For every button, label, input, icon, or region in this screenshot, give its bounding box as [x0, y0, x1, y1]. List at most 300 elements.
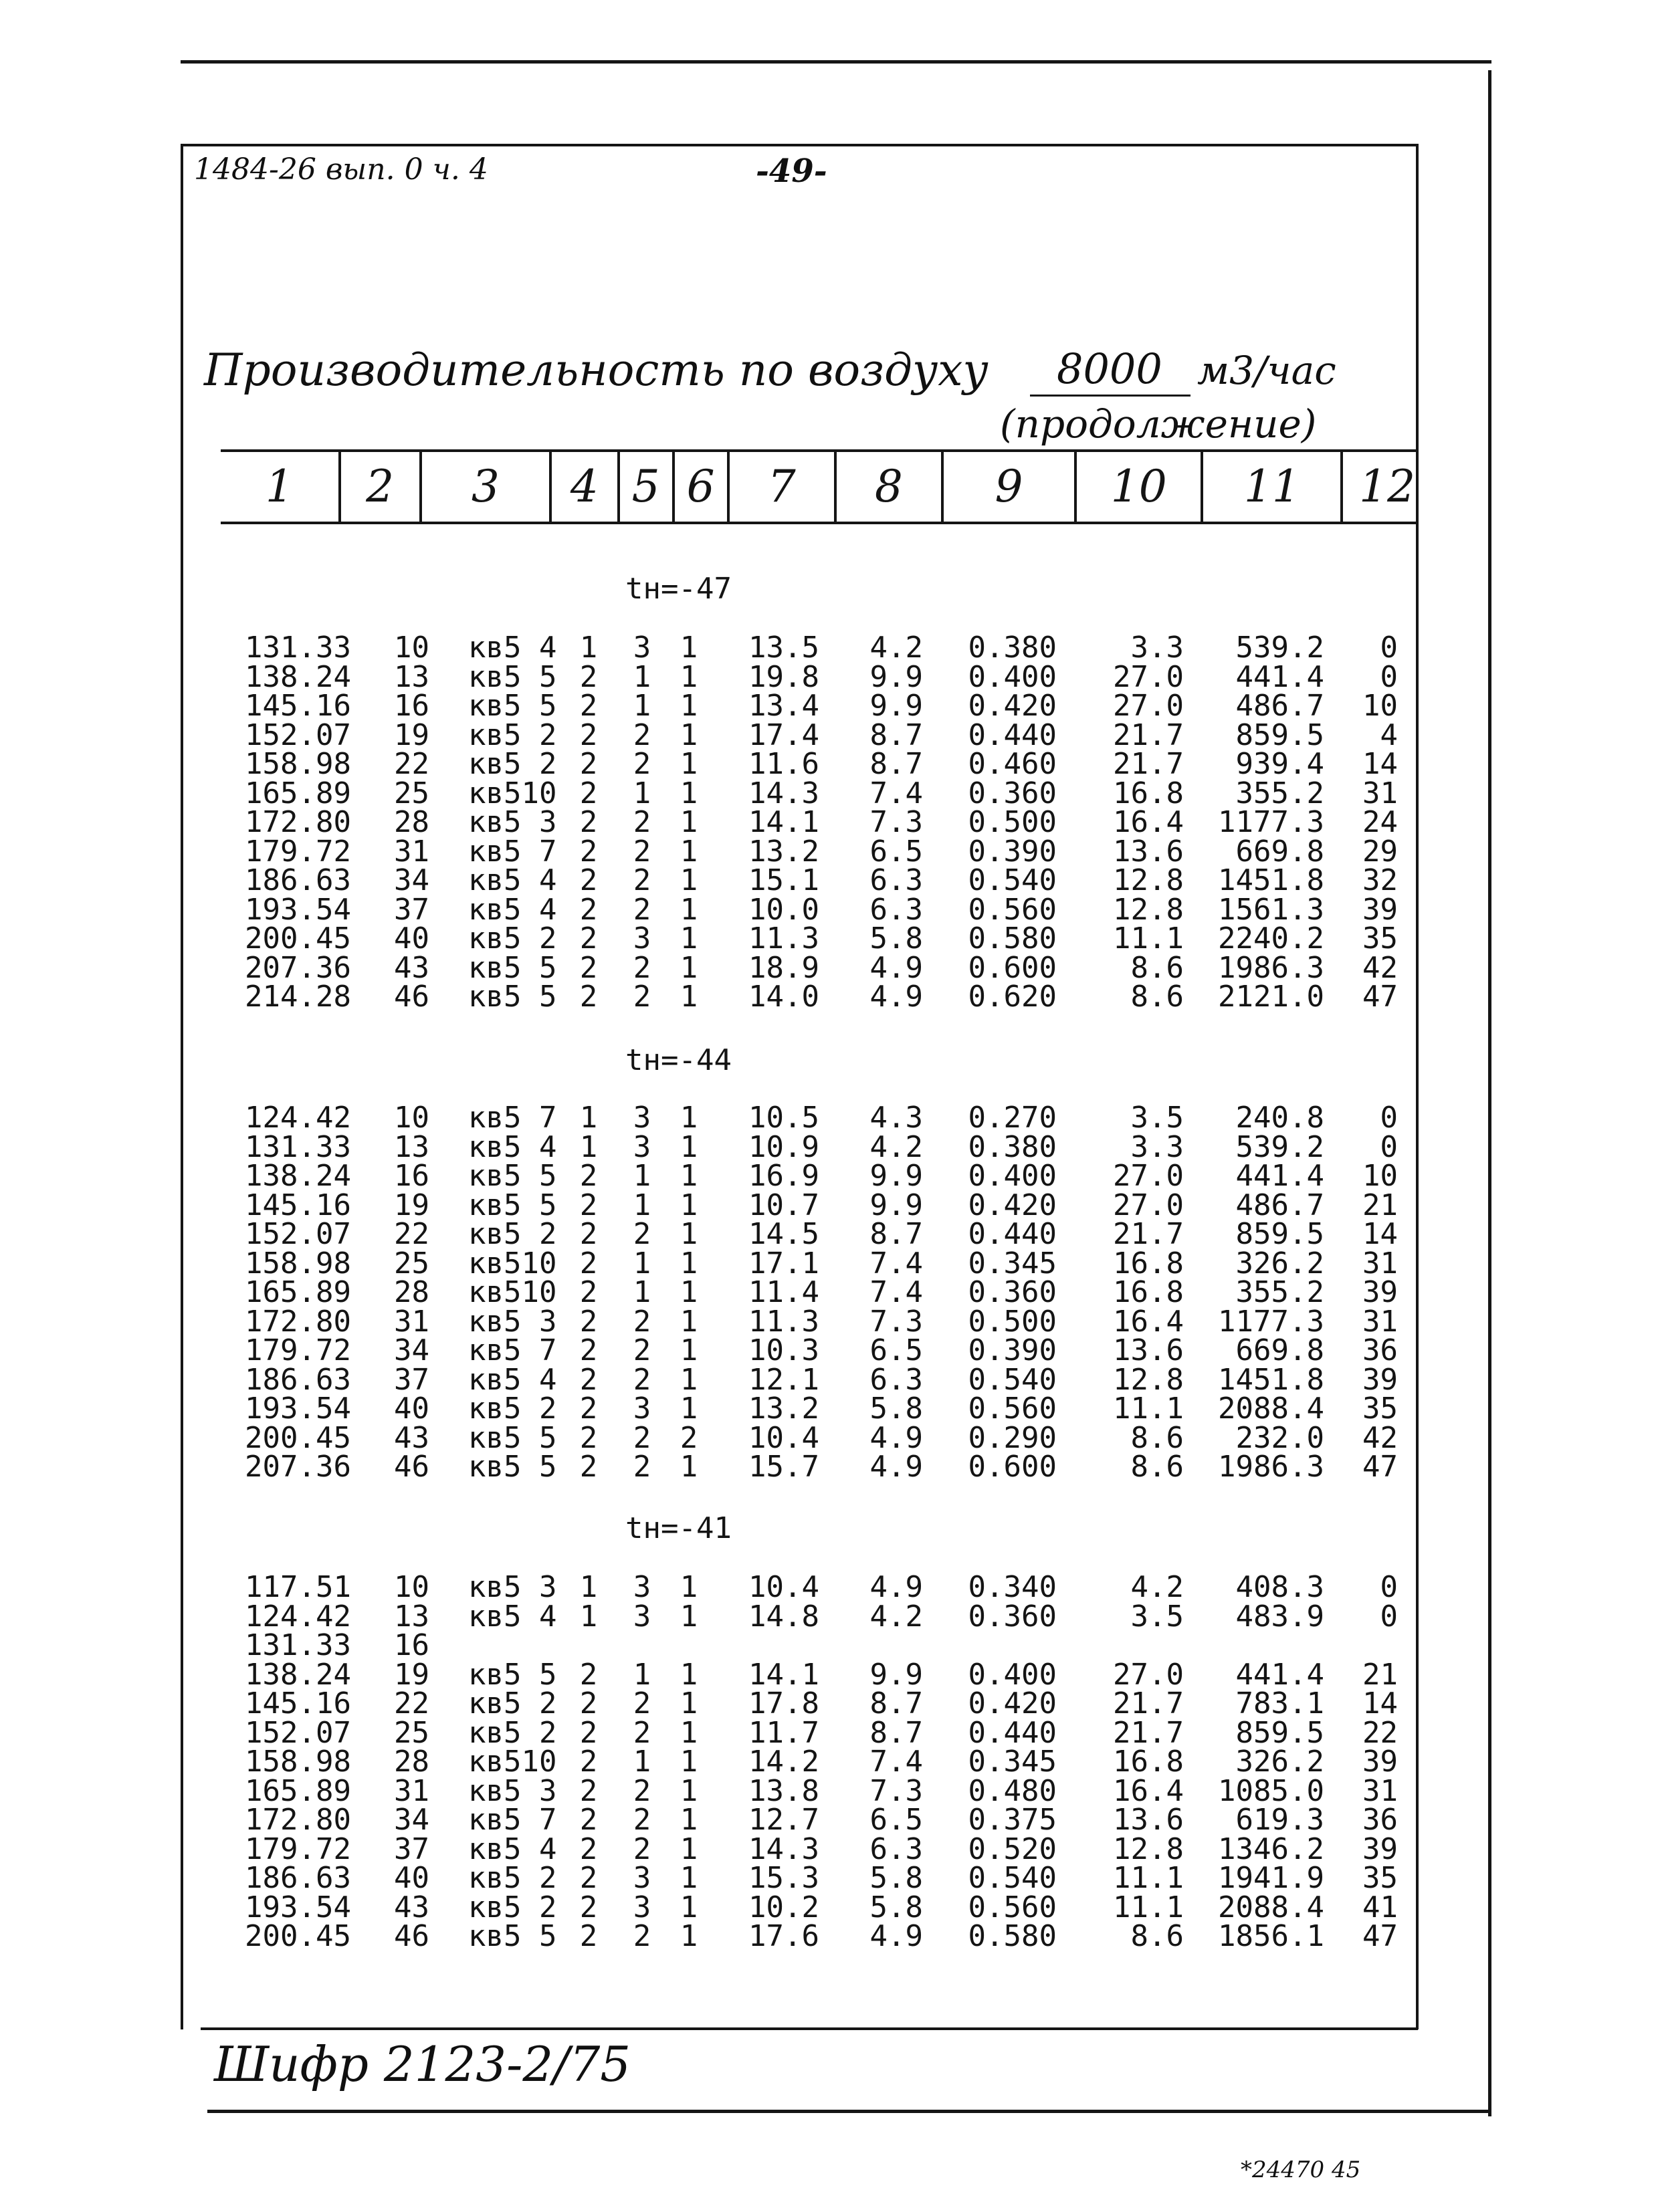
table-cell-col-10: 27.0: [1113, 1159, 1184, 1193]
table-cell-col-12: 47: [1362, 1450, 1398, 1484]
table-cell-col-2: 37: [394, 892, 429, 927]
table-cell-col-2: 19: [394, 717, 429, 752]
table-cell-col-3: кв5 5: [468, 1188, 557, 1222]
table-cell-col-8: 4.3: [869, 1101, 923, 1135]
table-cell-col-6: 1: [680, 1919, 698, 1953]
table-cell-col-2: 40: [394, 1392, 429, 1426]
table-row: [0, 1715, 1658, 1750]
table-cell-col-10: 21.7: [1113, 717, 1184, 752]
table-cell-col-3: кв5 4: [468, 1599, 557, 1634]
table-cell-col-4: 2: [579, 1715, 598, 1750]
table-cell-col-7: 15.7: [748, 1450, 819, 1484]
table-cell-col-4: 2: [579, 1890, 598, 1924]
table-cell-col-12: 10: [1362, 1159, 1398, 1193]
table-row: [0, 747, 1658, 781]
table-cell-col-7: 14.0: [748, 980, 819, 1014]
table-cell-col-5: 2: [633, 1773, 651, 1808]
table-cell-col-9: 0.360: [968, 776, 1057, 810]
table-cell-col-6: 1: [680, 1715, 698, 1750]
table-cell-col-11: 355.2: [1235, 1275, 1324, 1309]
table-cell-col-9: 0.390: [968, 1333, 1057, 1367]
table-cell-col-12: 14: [1362, 1217, 1398, 1251]
table-row: [0, 1159, 1658, 1193]
table-cell-col-3: кв5 5: [468, 689, 557, 723]
table-cell-col-4: 2: [579, 834, 598, 869]
table-cell-col-3: кв5 2: [468, 1217, 557, 1251]
table-cell-col-6: 1: [680, 1450, 698, 1484]
table-cell-col-7: 13.4: [748, 689, 819, 723]
table-cell-col-8: 7.3: [869, 1773, 923, 1808]
table-cell-col-1: 152.07: [245, 717, 351, 752]
table-cell-col-4: 2: [579, 1773, 598, 1808]
table-cell-col-11: 441.4: [1235, 1159, 1324, 1193]
table-cell-col-12: 36: [1362, 1333, 1398, 1367]
table-cell-col-10: 21.7: [1113, 1686, 1184, 1721]
table-cell-col-3: кв5 7: [468, 1101, 557, 1135]
table-cell-col-9: 0.560: [968, 892, 1057, 927]
table-cell-col-2: 34: [394, 863, 429, 897]
table-cell-col-10: 8.6: [1130, 1919, 1184, 1953]
table-cell-col-8: 5.8: [869, 1392, 923, 1426]
table-cell-col-1: 207.36: [245, 1450, 351, 1484]
table-cell-col-5: 2: [633, 892, 651, 927]
table-cell-col-9: 0.440: [968, 1217, 1057, 1251]
table-cell-col-5: 3: [633, 1570, 651, 1604]
table-cell-col-11: 1986.3: [1218, 950, 1324, 985]
table-cell-col-7: 11.3: [748, 921, 819, 956]
table-row: [0, 691, 1658, 721]
table-cell-col-12: 31: [1362, 776, 1398, 810]
table-cell-col-6: 1: [680, 1861, 698, 1895]
table-cell-col-12: 39: [1362, 1362, 1398, 1397]
table-cell-col-5: 2: [633, 1450, 651, 1484]
table-cell-col-5: 1: [633, 659, 651, 694]
table-cell-col-5: 1: [633, 1188, 651, 1222]
table-cell-col-4: 2: [579, 1275, 598, 1309]
table-cell-col-6: 1: [680, 776, 698, 810]
table-cell-col-7: 16.9: [748, 1159, 819, 1193]
table-cell-col-1: 152.07: [245, 1715, 351, 1750]
table-cell-col-1: 158.98: [245, 1745, 351, 1779]
table-cell-col-1: 186.63: [245, 863, 351, 897]
table-cell-col-1: 193.54: [245, 1392, 351, 1426]
table-cell-col-3: кв5 4: [468, 631, 557, 665]
table-cell-col-12: 14: [1362, 1686, 1398, 1721]
table-row: [0, 834, 1658, 869]
table-row: [0, 1420, 1658, 1455]
table-cell-col-3: кв5 2: [468, 747, 557, 781]
table-cell-col-4: 2: [579, 1803, 598, 1837]
table-cell-col-10: 16.4: [1113, 1304, 1184, 1339]
table-cell-col-8: 9.9: [869, 1657, 923, 1692]
table-cell-col-12: 4: [1380, 717, 1398, 752]
table-cell-col-5: 2: [633, 950, 651, 985]
table-cell-col-10: 27.0: [1113, 1657, 1184, 1692]
title-unit: м3/час: [1197, 348, 1336, 393]
table-cell-col-11: 859.5: [1235, 1715, 1324, 1750]
table-cell-col-2: 46: [394, 1450, 429, 1484]
table-cell-col-2: 19: [394, 1657, 429, 1692]
table-cell-col-5: 3: [633, 921, 651, 956]
table-cell-col-2: 22: [394, 1217, 429, 1251]
table-cell-col-2: 34: [394, 1803, 429, 1837]
table-cell-col-5: 3: [633, 1599, 651, 1634]
table-cell-col-1: 158.98: [245, 1246, 351, 1281]
table-cell-col-5: 2: [633, 1362, 651, 1397]
table-cell-col-4: 2: [579, 1745, 598, 1779]
table-cell-col-6: 1: [680, 1188, 698, 1222]
table-cell-col-9: 0.360: [968, 1599, 1057, 1634]
table-cell-col-8: 4.9: [869, 1450, 923, 1484]
table-cell-col-10: 16.8: [1113, 1745, 1184, 1779]
table-cell-col-6: 1: [680, 1101, 698, 1135]
table-cell-col-2: 10: [394, 1101, 429, 1135]
table-row: [0, 863, 1658, 897]
table-cell-col-2: 16: [394, 1159, 429, 1193]
table-cell-col-2: 31: [394, 834, 429, 869]
table-row: [0, 982, 1658, 1012]
table-cell-col-2: 16: [394, 1628, 429, 1662]
table-cell-col-4: 2: [579, 1420, 598, 1455]
table-cell-col-6: 1: [680, 1246, 698, 1281]
table-cell-col-8: 4.9: [869, 950, 923, 985]
table-cell-col-3: кв5 5: [468, 659, 557, 694]
table-cell-col-1: 207.36: [245, 950, 351, 985]
table-cell-col-2: 25: [394, 776, 429, 810]
table-cell-col-5: 2: [633, 1715, 651, 1750]
table-cell-col-3: кв5 3: [468, 1570, 557, 1604]
table-cell-col-12: 39: [1362, 1275, 1398, 1309]
table-cell-col-9: 0.540: [968, 1861, 1057, 1895]
table-cell-col-12: 42: [1362, 950, 1398, 985]
table-cell-col-7: 11.4: [748, 1275, 819, 1309]
table-cell-col-12: 36: [1362, 1803, 1398, 1837]
table-cell-col-12: 32: [1362, 863, 1398, 897]
table-cell-col-10: 3.3: [1130, 1129, 1184, 1164]
table-cell-col-8: 8.7: [869, 717, 923, 752]
table-cell-col-6: 1: [680, 1599, 698, 1634]
table-row: [0, 1919, 1658, 1953]
table-cell-col-4: 2: [579, 1832, 598, 1866]
column-header-10: 10: [1074, 451, 1201, 522]
table-cell-col-1: 193.54: [245, 892, 351, 927]
table-cell-col-1: 172.80: [245, 805, 351, 839]
title-main: Производительность по воздуху: [204, 344, 989, 396]
table-cell-col-8: 8.7: [869, 747, 923, 781]
table-cell-col-2: 13: [394, 659, 429, 694]
table-cell-col-1: 152.07: [245, 1217, 351, 1251]
table-cell-col-5: 3: [633, 631, 651, 665]
table-cell-col-2: 22: [394, 1686, 429, 1721]
table-cell-col-12: 31: [1362, 1246, 1398, 1281]
table-cell-col-12: 0: [1380, 1101, 1398, 1135]
table-cell-col-1: 145.16: [245, 689, 351, 723]
table-cell-col-9: 0.400: [968, 659, 1057, 694]
section-title: tн=-41: [625, 1511, 732, 1545]
table-cell-col-9: 0.500: [968, 805, 1057, 839]
table-cell-col-9: 0.500: [968, 1304, 1057, 1339]
column-header-4: 4: [549, 451, 617, 522]
table-cell-col-9: 0.620: [968, 980, 1057, 1014]
table-cell-col-2: 46: [394, 980, 429, 1014]
table-cell-col-9: 0.580: [968, 921, 1057, 956]
table-cell-col-3: кв5 3: [468, 1304, 557, 1339]
table-cell-col-8: 4.2: [869, 631, 923, 665]
table-cell-col-10: 3.5: [1130, 1599, 1184, 1634]
table-row: [0, 1304, 1658, 1339]
table-cell-col-2: 43: [394, 1890, 429, 1924]
doc-reference: 1484-26 вып. 0 ч. 4: [194, 152, 488, 187]
table-cell-col-6: 2: [680, 1420, 698, 1455]
table-cell-col-8: 4.9: [869, 1570, 923, 1604]
table-cell-col-3: кв5 4: [468, 863, 557, 897]
table-cell-col-7: 10.5: [748, 1101, 819, 1135]
table-cell-col-5: 1: [633, 776, 651, 810]
table-cell-col-12: 47: [1362, 980, 1398, 1014]
table-cell-col-1: 145.16: [245, 1686, 351, 1721]
table-cell-col-6: 1: [680, 1217, 698, 1251]
table-cell-col-4: 1: [579, 631, 598, 665]
table-cell-col-2: 10: [394, 631, 429, 665]
table-cell-col-4: 2: [579, 717, 598, 752]
table-row: [0, 717, 1658, 752]
table-cell-col-12: 0: [1380, 1570, 1398, 1604]
table-cell-col-9: 0.360: [968, 1275, 1057, 1309]
column-header-3: 3: [419, 451, 549, 522]
table-cell-col-3: кв5 4: [468, 1362, 557, 1397]
table-cell-col-1: 186.63: [245, 1861, 351, 1895]
table-cell-col-2: 46: [394, 1919, 429, 1953]
table-cell-col-8: 4.9: [869, 1919, 923, 1953]
table-row: [0, 1103, 1658, 1133]
table-cell-col-6: 1: [680, 1333, 698, 1367]
table-cell-col-8: 7.4: [869, 776, 923, 810]
table-cell-col-10: 12.8: [1113, 1362, 1184, 1397]
table-cell-col-4: 2: [579, 805, 598, 839]
table-cell-col-2: 40: [394, 921, 429, 956]
table-cell-col-12: 10: [1362, 689, 1398, 723]
table-cell-col-7: 11.7: [748, 1715, 819, 1750]
table-cell-col-1: 165.89: [245, 1275, 351, 1309]
table-cell-col-4: 2: [579, 1657, 598, 1692]
table-cell-col-3: кв5 2: [468, 921, 557, 956]
table-cell-col-6: 1: [680, 1686, 698, 1721]
table-cell-col-5: 2: [633, 1304, 651, 1339]
table-cell-col-1: 124.42: [245, 1599, 351, 1634]
table-cell-col-12: 14: [1362, 747, 1398, 781]
table-cell-col-1: 200.45: [245, 1919, 351, 1953]
table-cell-col-2: 28: [394, 1275, 429, 1309]
table-cell-col-6: 1: [680, 863, 698, 897]
table-cell-col-6: 1: [680, 717, 698, 752]
table-cell-col-9: 0.580: [968, 1919, 1057, 1953]
table-cell-col-6: 1: [680, 659, 698, 694]
table-cell-col-4: 2: [579, 1686, 598, 1721]
table-cell-col-2: 28: [394, 805, 429, 839]
table-cell-col-8: 4.2: [869, 1599, 923, 1634]
table-cell-col-9: 0.345: [968, 1745, 1057, 1779]
table-cell-col-11: 232.0: [1235, 1420, 1324, 1455]
table-cell-col-11: 483.9: [1235, 1599, 1324, 1634]
table-cell-col-4: 2: [579, 892, 598, 927]
table-cell-col-8: 8.7: [869, 1686, 923, 1721]
column-header-1: 1: [265, 461, 294, 512]
table-cell-col-10: 27.0: [1113, 689, 1184, 723]
table-cell-col-6: 1: [680, 1773, 698, 1808]
table-cell-col-5: 3: [633, 1861, 651, 1895]
table-cell-col-3: кв5 5: [468, 1657, 557, 1692]
table-cell-col-4: 2: [579, 1188, 598, 1222]
table-row: [0, 1890, 1658, 1924]
table-cell-col-9: 0.290: [968, 1420, 1057, 1455]
table-cell-col-1: 186.63: [245, 1362, 351, 1397]
table-cell-col-9: 0.420: [968, 1188, 1057, 1222]
table-cell-col-5: 2: [633, 747, 651, 781]
table-cell-col-8: 4.2: [869, 1129, 923, 1164]
table-cell-col-9: 0.600: [968, 1450, 1057, 1484]
table-cell-col-8: 6.3: [869, 1832, 923, 1866]
table-cell-col-5: 2: [633, 1803, 651, 1837]
table-row: [0, 1747, 1658, 1777]
column-header-8: 8: [834, 451, 941, 522]
table-cell-col-12: 35: [1362, 1392, 1398, 1426]
table-cell-col-7: 15.3: [748, 1861, 819, 1895]
table-cell-col-6: 1: [680, 689, 698, 723]
table-cell-col-10: 27.0: [1113, 659, 1184, 694]
table-cell-col-9: 0.440: [968, 717, 1057, 752]
table-row: [0, 805, 1658, 839]
table-cell-col-12: 0: [1380, 631, 1398, 665]
table-cell-col-3: кв5 2: [468, 1686, 557, 1721]
table-cell-col-4: 2: [579, 747, 598, 781]
section-title: tн=-47: [625, 572, 732, 606]
table-cell-col-4: 2: [579, 863, 598, 897]
table-cell-col-4: 2: [579, 1159, 598, 1193]
table-cell-col-12: 24: [1362, 805, 1398, 839]
table-cell-col-7: 14.3: [748, 1832, 819, 1866]
table-cell-col-11: 539.2: [1235, 631, 1324, 665]
table-cell-col-5: 1: [633, 689, 651, 723]
table-cell-col-6: 1: [680, 1362, 698, 1397]
table-cell-col-1: 165.89: [245, 1773, 351, 1808]
table-cell-col-6: 1: [680, 834, 698, 869]
table-cell-col-7: 12.1: [748, 1362, 819, 1397]
table-cell-col-2: 10: [394, 1570, 429, 1604]
table-cell-col-5: 2: [633, 1686, 651, 1721]
table-cell-col-7: 10.2: [748, 1890, 819, 1924]
table-row: [0, 950, 1658, 985]
table-cell-col-12: 39: [1362, 1832, 1398, 1866]
table-cell-col-3: кв5 4: [468, 1129, 557, 1164]
table-cell-col-4: 2: [579, 1362, 598, 1397]
table-row: [0, 921, 1658, 956]
table-cell-col-1: 179.72: [245, 1832, 351, 1866]
table-cell-col-3: кв510: [468, 1745, 557, 1779]
table-cell-col-9: 0.480: [968, 1773, 1057, 1808]
table-cell-col-10: 16.8: [1113, 1275, 1184, 1309]
table-cell-col-11: 2240.2: [1218, 921, 1324, 956]
table-cell-col-11: 1346.2: [1218, 1832, 1324, 1866]
table-cell-col-9: 0.400: [968, 1657, 1057, 1692]
table-row: [0, 1275, 1658, 1309]
table-row: [0, 1333, 1658, 1367]
table-cell-col-11: 240.8: [1235, 1101, 1324, 1135]
table-cell-col-7: 13.8: [748, 1773, 819, 1808]
table-cell-col-10: 21.7: [1113, 1217, 1184, 1251]
table-cell-col-12: 22: [1362, 1715, 1398, 1750]
section-title: tн=-44: [625, 1043, 732, 1077]
table-cell-col-10: 16.4: [1113, 805, 1184, 839]
table-cell-col-9: 0.340: [968, 1570, 1057, 1604]
table-cell-col-11: 669.8: [1235, 1333, 1324, 1367]
table-cell-col-7: 10.3: [748, 1333, 819, 1367]
table-cell-col-7: 18.9: [748, 950, 819, 985]
table-cell-col-10: 13.6: [1113, 1803, 1184, 1837]
table-cell-col-1: 131.33: [245, 1129, 351, 1164]
table-cell-col-2: 22: [394, 747, 429, 781]
table-row: [0, 1188, 1658, 1222]
table-cell-col-1: 145.16: [245, 1188, 351, 1222]
table-cell-col-1: 158.98: [245, 747, 351, 781]
table-cell-col-9: 0.560: [968, 1890, 1057, 1924]
table-cell-col-6: 1: [680, 1392, 698, 1426]
table-cell-col-4: 1: [579, 1599, 598, 1634]
table-cell-col-3: кв510: [468, 1275, 557, 1309]
table-cell-col-7: 14.3: [748, 776, 819, 810]
table-cell-col-4: 2: [579, 689, 598, 723]
table-cell-col-11: 1177.3: [1218, 1304, 1324, 1339]
table-cell-col-4: 2: [579, 1304, 598, 1339]
table-cell-col-4: 2: [579, 1217, 598, 1251]
table-cell-col-8: 8.7: [869, 1217, 923, 1251]
table-cell-col-1: 179.72: [245, 1333, 351, 1367]
table-cell-col-12: 21: [1362, 1188, 1398, 1222]
table-cell-col-6: 1: [680, 1803, 698, 1837]
table-cell-col-10: 11.1: [1113, 1392, 1184, 1426]
table-cell-col-4: 2: [579, 950, 598, 985]
table-row: [0, 1773, 1658, 1808]
table-cell-col-4: 2: [579, 1246, 598, 1281]
table-cell-col-1: 214.28: [245, 980, 351, 1014]
table-cell-col-11: 1451.8: [1218, 863, 1324, 897]
table-cell-col-4: 2: [579, 776, 598, 810]
table-cell-col-3: кв5 7: [468, 834, 557, 869]
table-cell-col-12: 42: [1362, 1420, 1398, 1455]
table-cell-col-7: 10.4: [748, 1570, 819, 1604]
column-header-12: 12: [1340, 451, 1431, 522]
table-row: [0, 1805, 1658, 1835]
table-cell-col-7: 10.0: [748, 892, 819, 927]
table-row: [0, 776, 1658, 810]
table-cell-col-12: 35: [1362, 921, 1398, 956]
table-cell-col-5: 1: [633, 1275, 651, 1309]
table-cell-col-1: 200.45: [245, 921, 351, 956]
table-cell-col-1: 138.24: [245, 1159, 351, 1193]
table-row: [0, 659, 1658, 694]
table-cell-col-9: 0.460: [968, 747, 1057, 781]
table-cell-col-8: 6.5: [869, 834, 923, 869]
table-cell-col-4: 1: [579, 1570, 598, 1604]
table-cell-col-4: 2: [579, 1861, 598, 1895]
table-cell-col-10: 11.1: [1113, 1890, 1184, 1924]
table-cell-col-6: 1: [680, 1745, 698, 1779]
column-header-9: 9: [941, 451, 1074, 522]
table-cell-col-12: 47: [1362, 1919, 1398, 1953]
table-cell-col-3: кв5 3: [468, 805, 557, 839]
table-cell-col-11: 859.5: [1235, 1217, 1324, 1251]
table-cell-col-5: 2: [633, 805, 651, 839]
table-cell-col-10: 13.6: [1113, 1333, 1184, 1367]
